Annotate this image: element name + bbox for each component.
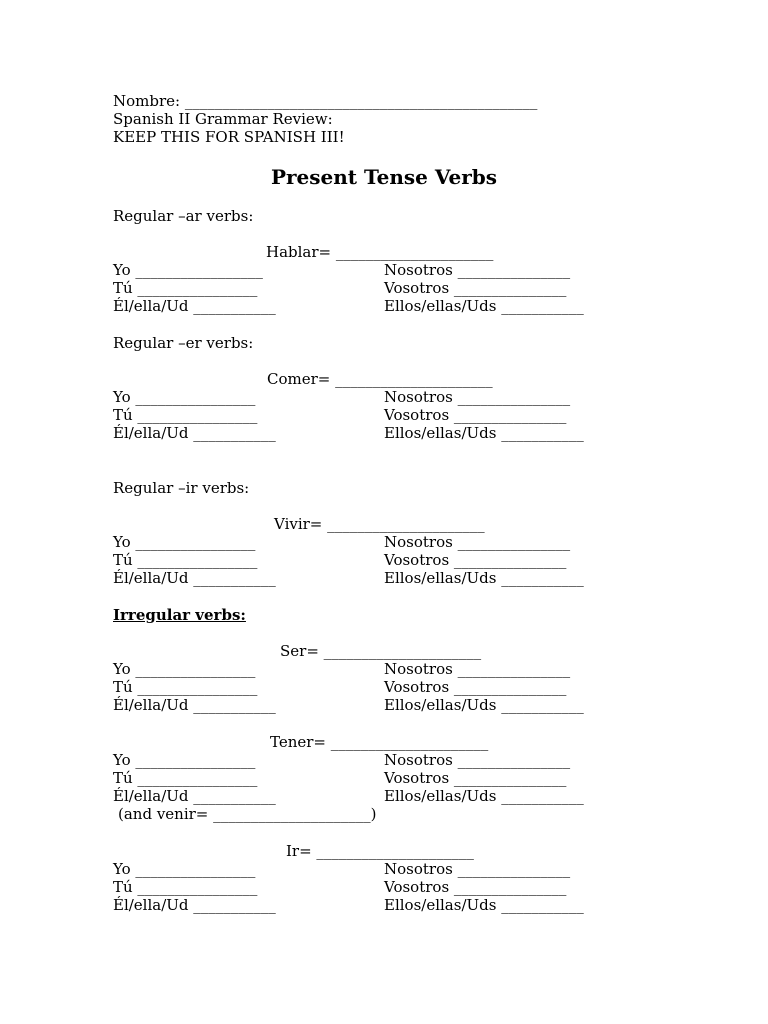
ar-tu: Tú ________________: [113, 279, 258, 297]
ar-heading: Regular –ar verbs:: [113, 207, 254, 225]
page-title: Present Tense Verbs: [270, 165, 497, 189]
irverb-vosotros: Vosotros _______________: [384, 878, 567, 896]
ir-el: Él/ella/Ud ___________: [113, 569, 276, 587]
er-el: Él/ella/Ud ___________: [113, 424, 276, 442]
tener-row-1: [113, 751, 653, 769]
irverb-el: Él/ella/Ud ___________: [113, 896, 276, 914]
tener-tu: Tú ________________: [113, 769, 258, 787]
er-row-1: [113, 388, 653, 406]
ar-ellos: Ellos/ellas/Uds ___________: [384, 297, 584, 315]
ar-row-1: [113, 261, 653, 279]
ser-el: Él/ella/Ud ___________: [113, 696, 276, 714]
irverb-ellos: Ellos/ellas/Uds ___________: [384, 896, 584, 914]
ir-row-2: [113, 551, 653, 569]
ir-tu: Tú ________________: [113, 551, 258, 569]
irverb-row-3: [113, 896, 653, 914]
ar-row-3: [113, 297, 653, 315]
ser-nosotros: Nosotros _______________: [384, 660, 571, 678]
tener-vosotros: Vosotros _______________: [384, 769, 567, 787]
ser-row-2: [113, 678, 653, 696]
ser-tu: Tú ________________: [113, 678, 258, 696]
ar-yo: Yo _________________: [113, 261, 263, 279]
ir-nosotros: Nosotros _______________: [384, 533, 571, 551]
tener-verb-line: Tener= _____________________: [270, 733, 489, 751]
er-row-3: [113, 424, 653, 442]
irverb-nosotros: Nosotros _______________: [384, 860, 571, 878]
er-nosotros: Nosotros _______________: [384, 388, 571, 406]
keep-line: KEEP THIS FOR SPANISH III!: [113, 128, 345, 146]
ir-verb-line: Vivir= _____________________: [274, 515, 485, 533]
irregular-heading: Irregular verbs:: [113, 606, 246, 624]
ir-row-1: [113, 533, 653, 551]
venir-note: (and venir= _____________________): [118, 805, 377, 823]
irverb-tu: Tú ________________: [113, 878, 258, 896]
tener-row-2: [113, 769, 653, 787]
ir-vosotros: Vosotros _______________: [384, 551, 567, 569]
er-ellos: Ellos/ellas/Uds ___________: [384, 424, 584, 442]
er-tu: Tú ________________: [113, 406, 258, 424]
tener-row-3: [113, 787, 653, 805]
ser-ellos: Ellos/ellas/Uds ___________: [384, 696, 584, 714]
irverb-yo: Yo ________________: [113, 860, 256, 878]
er-heading: Regular –er verbs:: [113, 334, 254, 352]
tener-yo: Yo ________________: [113, 751, 256, 769]
tener-nosotros: Nosotros _______________: [384, 751, 571, 769]
irverb-row-1: [113, 860, 653, 878]
ar-row-2: [113, 279, 653, 297]
course-line: Spanish II Grammar Review:: [113, 110, 333, 128]
ir-irregular-verb-line: Ir= _____________________: [286, 842, 474, 860]
ser-vosotros: Vosotros _______________: [384, 678, 567, 696]
ser-row-1: [113, 660, 653, 678]
ir-ellos: Ellos/ellas/Uds ___________: [384, 569, 584, 587]
ir-heading: Regular –ir verbs:: [113, 479, 250, 497]
er-verb-line: Comer= _____________________: [267, 370, 493, 388]
ar-el: Él/ella/Ud ___________: [113, 297, 276, 315]
er-vosotros: Vosotros _______________: [384, 406, 567, 424]
ser-verb-line: Ser= _____________________: [280, 642, 482, 660]
ser-row-3: [113, 696, 653, 714]
er-row-2: [113, 406, 653, 424]
ser-yo: Yo ________________: [113, 660, 256, 678]
irverb-row-2: [113, 878, 653, 896]
ar-vosotros: Vosotros _______________: [384, 279, 567, 297]
ir-row-3: [113, 569, 653, 587]
nombre-line: Nombre: _______________________________________________: [113, 92, 538, 110]
er-yo: Yo ________________: [113, 388, 256, 406]
tener-el: Él/ella/Ud ___________: [113, 787, 276, 805]
tener-ellos: Ellos/ellas/Uds ___________: [384, 787, 584, 805]
ar-nosotros: Nosotros _______________: [384, 261, 571, 279]
ir-yo: Yo ________________: [113, 533, 256, 551]
ar-verb-line: Hablar= _____________________: [266, 243, 494, 261]
